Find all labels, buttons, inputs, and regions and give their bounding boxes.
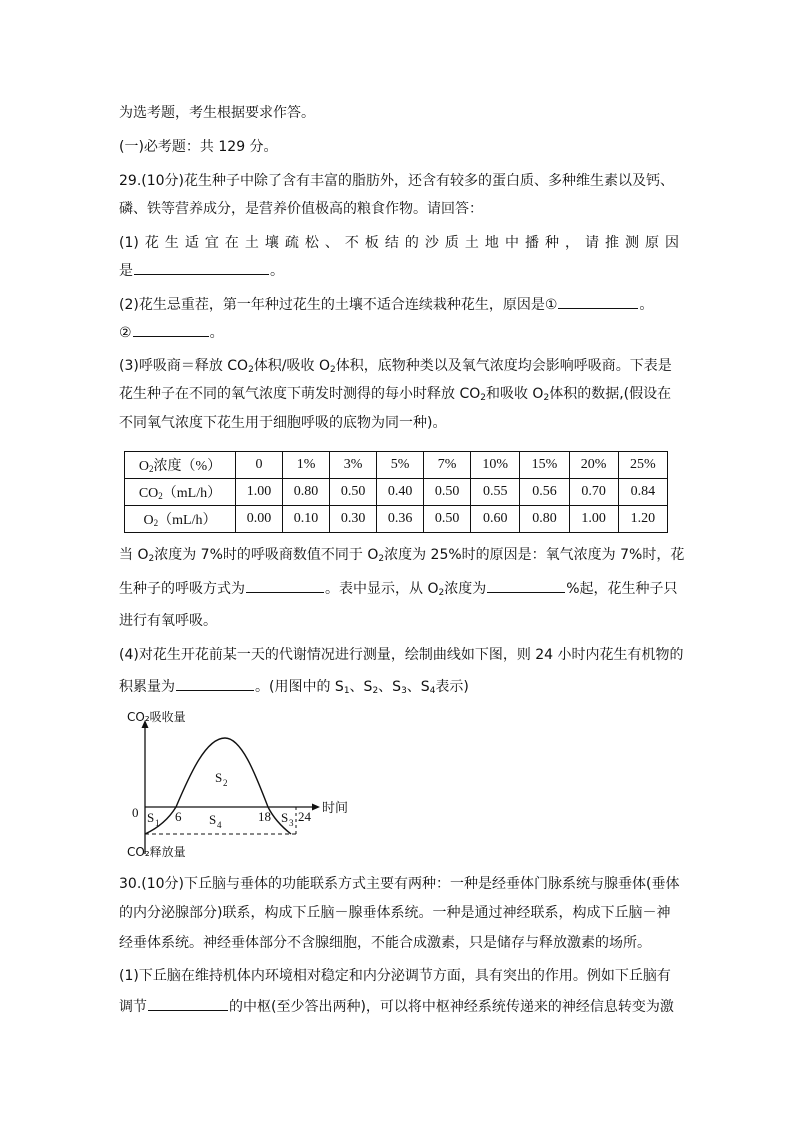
subquestion-2 (119, 294, 679, 315)
y-axis-label-top: CO₂吸收量 (127, 710, 186, 724)
text-line: 经垂体系统。神经垂体部分不含腺细胞，不能合成激素，只是储存与释放激素的场所。 (119, 935, 651, 951)
y-axis-label-bottom: CO₂释放量 (127, 845, 186, 859)
answer-blank[interactable] (246, 578, 324, 593)
text-span: 。 (209, 325, 224, 341)
text-line: 进行有氧呼吸。 (119, 613, 217, 629)
table-cell: 1% (283, 452, 330, 479)
text-span: 。(用图中的 S (255, 679, 344, 695)
area-index: 2 (223, 778, 228, 788)
x-axis-arrow (312, 804, 320, 811)
subscript: 2 (158, 491, 163, 501)
table-cell: 10% (471, 452, 520, 479)
tick-label-24: 24 (298, 809, 311, 824)
text-span: O (143, 513, 154, 528)
text-line: 的内分泌腺部分)联系，构成下丘脑－腺垂体系统。一种是通过神经联系，构成下丘脑－神 (119, 905, 671, 921)
text-line: (1)下丘脑在维持机体内环境相对稳定和内分泌调节方面，具有突出的作用。例如下丘脑有 (119, 968, 671, 984)
table-cell: 0.50 (330, 479, 377, 506)
text-span: ② (119, 325, 132, 341)
area-index: 3 (289, 818, 294, 828)
table-cell: 0.50 (424, 506, 471, 533)
oxygen-data-table (124, 451, 668, 533)
text-span: 、S (406, 679, 430, 695)
text-span: 、S (378, 679, 402, 695)
table-row (125, 479, 668, 506)
text-span: 花生种子在不同的氧气浓度下萌发时测得的每小时释放 CO (119, 386, 481, 402)
table-cell: 0.50 (424, 479, 471, 506)
row-header (125, 506, 236, 533)
table-cell: 0.00 (236, 506, 283, 533)
text-span: （mL/h） (158, 513, 217, 528)
text-line (119, 384, 679, 404)
text-span: 浓度为 (444, 581, 487, 597)
text-span: 体积，底物种类以及氧气浓度均会影响呼吸商。下表是 (335, 358, 672, 374)
text-span: 。表中显示，从 O (325, 581, 439, 597)
subquestion-3 (119, 356, 679, 376)
subscript: 2 (148, 464, 154, 474)
subscript: 2 (543, 393, 550, 403)
table-cell: 1.00 (236, 479, 283, 506)
area-index: 1 (155, 818, 160, 828)
area-letter: S (281, 810, 289, 825)
text-span: 。 (270, 263, 284, 279)
subscript: 2 (438, 588, 445, 598)
x-axis-label: 时间 (322, 801, 349, 816)
text-span: %起，花生种子只 (566, 581, 678, 597)
area-letter: S (147, 810, 155, 825)
table-cell: 5% (377, 452, 424, 479)
table-cell: 0.56 (520, 479, 569, 506)
text-span: 生种子的呼吸方式为 (119, 581, 245, 597)
table-cell: 0.40 (377, 479, 424, 506)
table-cell: 0.60 (471, 506, 520, 533)
text-line (119, 996, 679, 1017)
table-cell: 7% (424, 452, 471, 479)
text-span: 。 (639, 297, 654, 313)
table-cell: 20% (569, 452, 618, 479)
text-line (119, 260, 679, 281)
text-line (119, 578, 679, 599)
area-letter: S (215, 770, 223, 785)
answer-blank[interactable] (134, 260, 269, 275)
text-span: 积累量为 (119, 679, 175, 695)
subscript: 2 (378, 554, 385, 564)
table-cell: 15% (520, 452, 569, 479)
text-span: (2)花生忌重茬，第一年种过花生的土壤不适合连续栽种花生，原因是① (119, 297, 558, 313)
subscript: 1 (343, 686, 350, 696)
subscript: 2 (148, 554, 155, 564)
table-cell: 3% (330, 452, 377, 479)
text-span: CO (138, 486, 159, 501)
table-cell: 0.84 (618, 479, 667, 506)
subscript: 2 (480, 393, 486, 403)
area-letter: S (209, 812, 217, 827)
table-cell: 0.80 (283, 479, 330, 506)
subquestion-1: (1)花生适宜在土壤疏松、不板结的沙质土地中播种，请推测原因 (119, 235, 679, 251)
row-header (125, 452, 236, 479)
text-span: 当 O (119, 547, 149, 563)
area-label-s4 (209, 812, 222, 830)
text-span: 浓度（%） (153, 459, 222, 474)
text-span: 浓度为 25%时的原因是：氧气浓度为 7%时，花 (384, 547, 685, 563)
origin-label: 0 (132, 805, 139, 820)
text-line: 为选考题，考生根据要求作答。 (119, 105, 315, 121)
table-cell: 0.36 (377, 506, 424, 533)
answer-blank[interactable] (133, 322, 209, 337)
subscript: 4 (429, 686, 436, 696)
text-span: 浓度为 7%时的呼吸商数值不同于 O (154, 547, 379, 563)
text-span: O (138, 459, 149, 474)
text-line: 不同氧气浓度下花生用于细胞呼吸的底物为同一种)。 (119, 415, 447, 431)
text-line (119, 676, 679, 697)
area-index: 4 (217, 820, 222, 830)
subscript: 2 (153, 518, 159, 528)
text-span: 是 (119, 263, 133, 279)
tick-label-6: 6 (175, 809, 182, 824)
text-span: 体积的数据,(假设在 (549, 386, 672, 402)
text-span: （mL/h） (162, 486, 222, 501)
text-span: 的中枢(至少答出两种)，可以将中枢神经系统传递来的神经信息转变为激 (229, 999, 674, 1015)
text-line (119, 322, 679, 343)
question-29-intro: 29.(10分)花生种子中除了含有丰富的脂肪外，还含有较多的蛋白质、多种维生素以及钙、 (119, 173, 675, 189)
row-header (125, 479, 236, 506)
table-cell: 1.00 (569, 506, 618, 533)
table-row (125, 452, 668, 479)
subscript: 3 (401, 686, 407, 696)
text-span: 调节 (119, 999, 147, 1015)
section-heading: (一)必考题：共 129 分。 (119, 139, 278, 155)
subscript: 2 (248, 365, 254, 375)
table-cell: 0 (236, 452, 283, 479)
subscript: 2 (372, 686, 379, 696)
subscript: 2 (330, 365, 336, 375)
text-span: 体积/吸收 O (253, 358, 330, 374)
question-30-intro: 30.(10分)下丘脑与垂体的功能联系方式主要有两种：一种是经垂体门脉系统与腺垂体(垂体 (119, 876, 680, 892)
answer-blank[interactable] (558, 294, 638, 309)
text-span: 和吸收 O (485, 386, 544, 402)
table-cell: 0.55 (471, 479, 520, 506)
co2-exchange-figure (118, 704, 358, 864)
subquestion-4: (4)对花生开花前某一天的代谢情况进行测量，绘制曲线如下图，则 24 小时内花生有机物的 (119, 647, 684, 663)
text-span: 、S (349, 679, 373, 695)
text-span: 表示) (435, 679, 469, 695)
text-span: (3)呼吸商＝释放 CO (119, 358, 249, 374)
answer-blank[interactable] (176, 676, 254, 691)
answer-blank[interactable] (487, 578, 565, 593)
table-cell: 25% (618, 452, 667, 479)
table-cell: 0.70 (569, 479, 618, 506)
tick-label-18: 18 (258, 809, 271, 824)
text-line: 磷、铁等营养成分，是营养价值极高的粮食作物。请回答： (119, 201, 483, 217)
area-label-s1 (147, 810, 160, 828)
table-cell: 0.10 (283, 506, 330, 533)
table-cell: 0.80 (520, 506, 569, 533)
answer-blank[interactable] (148, 996, 228, 1011)
area-label-s3 (281, 810, 294, 828)
area-label-s2 (215, 770, 228, 788)
table-row (125, 506, 668, 533)
table-cell: 0.30 (330, 506, 377, 533)
table-cell: 1.20 (618, 506, 667, 533)
text-line (119, 545, 685, 565)
